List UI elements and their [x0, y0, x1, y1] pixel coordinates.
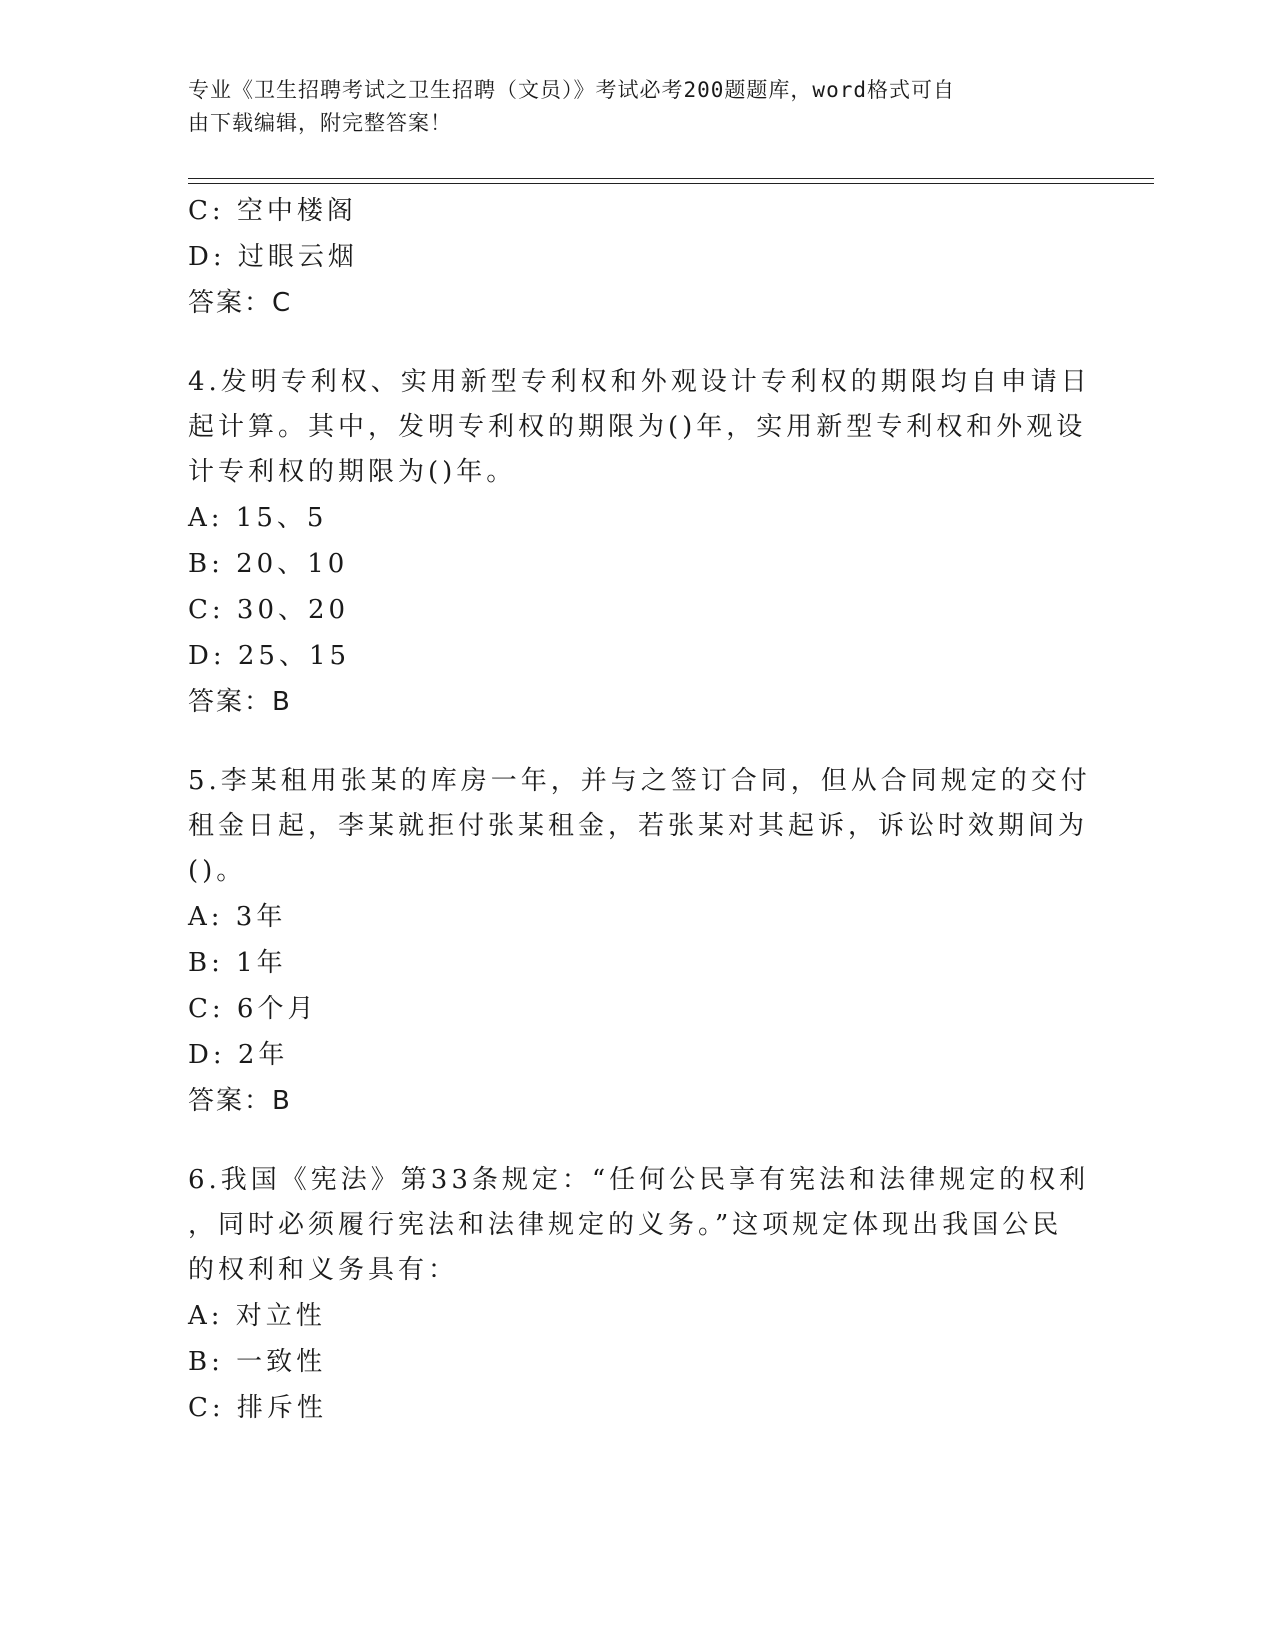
question-3-tail	[188, 188, 1088, 326]
option-c: C: 6个月	[188, 994, 318, 1024]
question-text	[188, 360, 1091, 495]
question-line: 起计算。其中，发明专利权的期限为()年，实用新型专利权和外观设	[188, 412, 1087, 442]
option-a: A: 3年	[188, 902, 287, 932]
option-b: B: 20、10	[188, 549, 349, 579]
option-c: C: 排斥性	[188, 1393, 327, 1423]
answer: 答案：B	[188, 1086, 292, 1116]
question-4	[188, 360, 1091, 725]
question-line: 4.发明专利权、实用新型专利权和外观设计专利权的期限均自申请日	[188, 367, 1091, 397]
question-line: ，同时必须履行宪法和法律规定的义务。”这项规定体现出我国公民	[188, 1210, 1063, 1240]
question-text	[188, 1158, 1088, 1293]
header-line-1: 专业《卫生招聘考试之卫生招聘（文员）》考试必考200题题库，word格式可自	[188, 78, 955, 102]
question-text	[188, 759, 1091, 894]
option-c: C: 30、20	[188, 595, 350, 625]
question-line: 5.李某租用张某的库房一年，并与之签订合同，但从合同规定的交付	[188, 766, 1091, 796]
question-5	[188, 759, 1091, 1124]
header-line-2: 由下载编辑，附完整答案！	[188, 111, 452, 135]
header-rule-bottom	[188, 183, 1154, 184]
document-header	[188, 74, 1068, 140]
answer: 答案：B	[188, 687, 292, 717]
document-body	[188, 188, 1091, 1431]
option-b: B: 一致性	[188, 1347, 327, 1377]
option-b: B: 1年	[188, 948, 287, 978]
question-line: 的权利和义务具有：	[188, 1255, 459, 1285]
option-d: D: 2年	[188, 1040, 289, 1070]
question-6	[188, 1158, 1088, 1431]
option-d: D: 过眼云烟	[188, 242, 358, 272]
answer: 答案：C	[188, 288, 293, 318]
option-a: A: 15、5	[188, 503, 328, 533]
question-line: 计专利权的期限为()年。	[188, 457, 517, 487]
option-a: A: 对立性	[188, 1301, 326, 1331]
header-rule-top	[188, 178, 1154, 179]
question-line: 租金日起，李某就拒付张某租金，若张某对其起诉，诉讼时效期间为	[188, 811, 1089, 841]
question-line: 6.我国《宪法》第33条规定：“任何公民享有宪法和法律规定的权利	[188, 1165, 1090, 1195]
option-d: D: 25、15	[188, 641, 351, 671]
question-line: ()。	[188, 856, 247, 886]
option-c: C: 空中楼阁	[188, 196, 357, 226]
